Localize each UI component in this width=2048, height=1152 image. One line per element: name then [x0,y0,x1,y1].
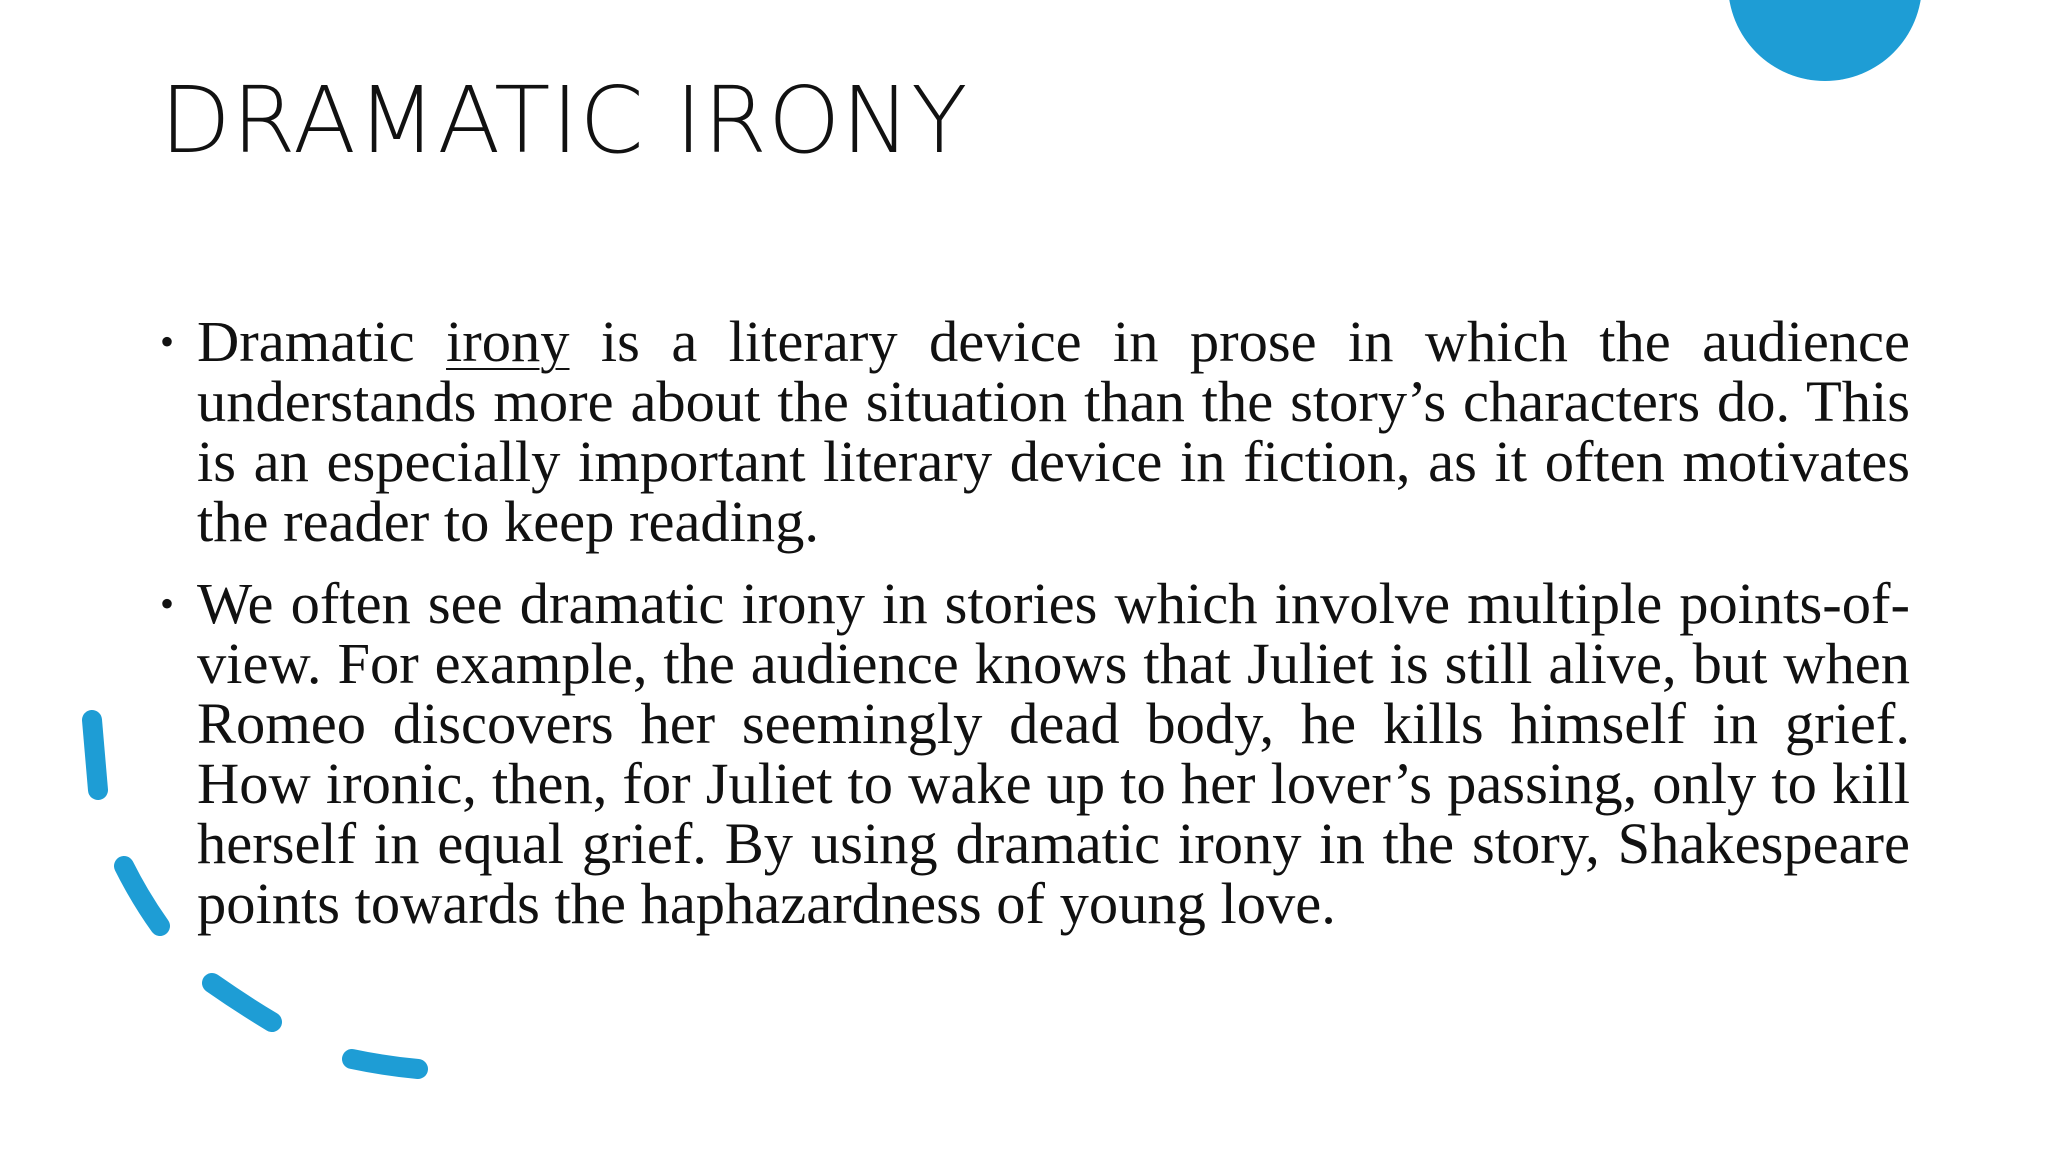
bullet-2-text: We often see dramatic irony in stories which involve multiple points-of-view. For example, the audience knows that Juliet is still alive, but when Romeo discovers her seemingly dead body, he kills himself in grief. How ironic, then, for Juliet to wake up to her lover’s passing, only to kill herself in equal grief. By using dramatic irony in the story, Shakespeare points towards the haphazardness of young love. [197,571,1910,936]
bullet-marker: • [160,581,175,626]
bullet-1-text-rest: is a literary device in prose in which the audience understands more about the situation than the story’s characters do. This is an especially important literary device in fiction, as it often motivates the reader to keep reading. [197,309,1910,554]
arc-dash-2 [124,866,160,926]
bullet-list [160,309,1910,936]
slide-title: DRAMATIC IRONY [160,67,969,174]
decorative-circle [1728,0,1922,81]
bullet-1-text-start: Dramatic [197,309,447,374]
irony-link[interactable]: irony [446,309,570,374]
arc-dash-4 [352,1059,418,1069]
bullet-item-1 [160,309,1910,554]
arc-dash-1 [92,720,98,790]
bullet-item-2 [160,571,1910,936]
arc-dash-3 [212,983,272,1022]
bullet-marker: • [160,319,175,364]
